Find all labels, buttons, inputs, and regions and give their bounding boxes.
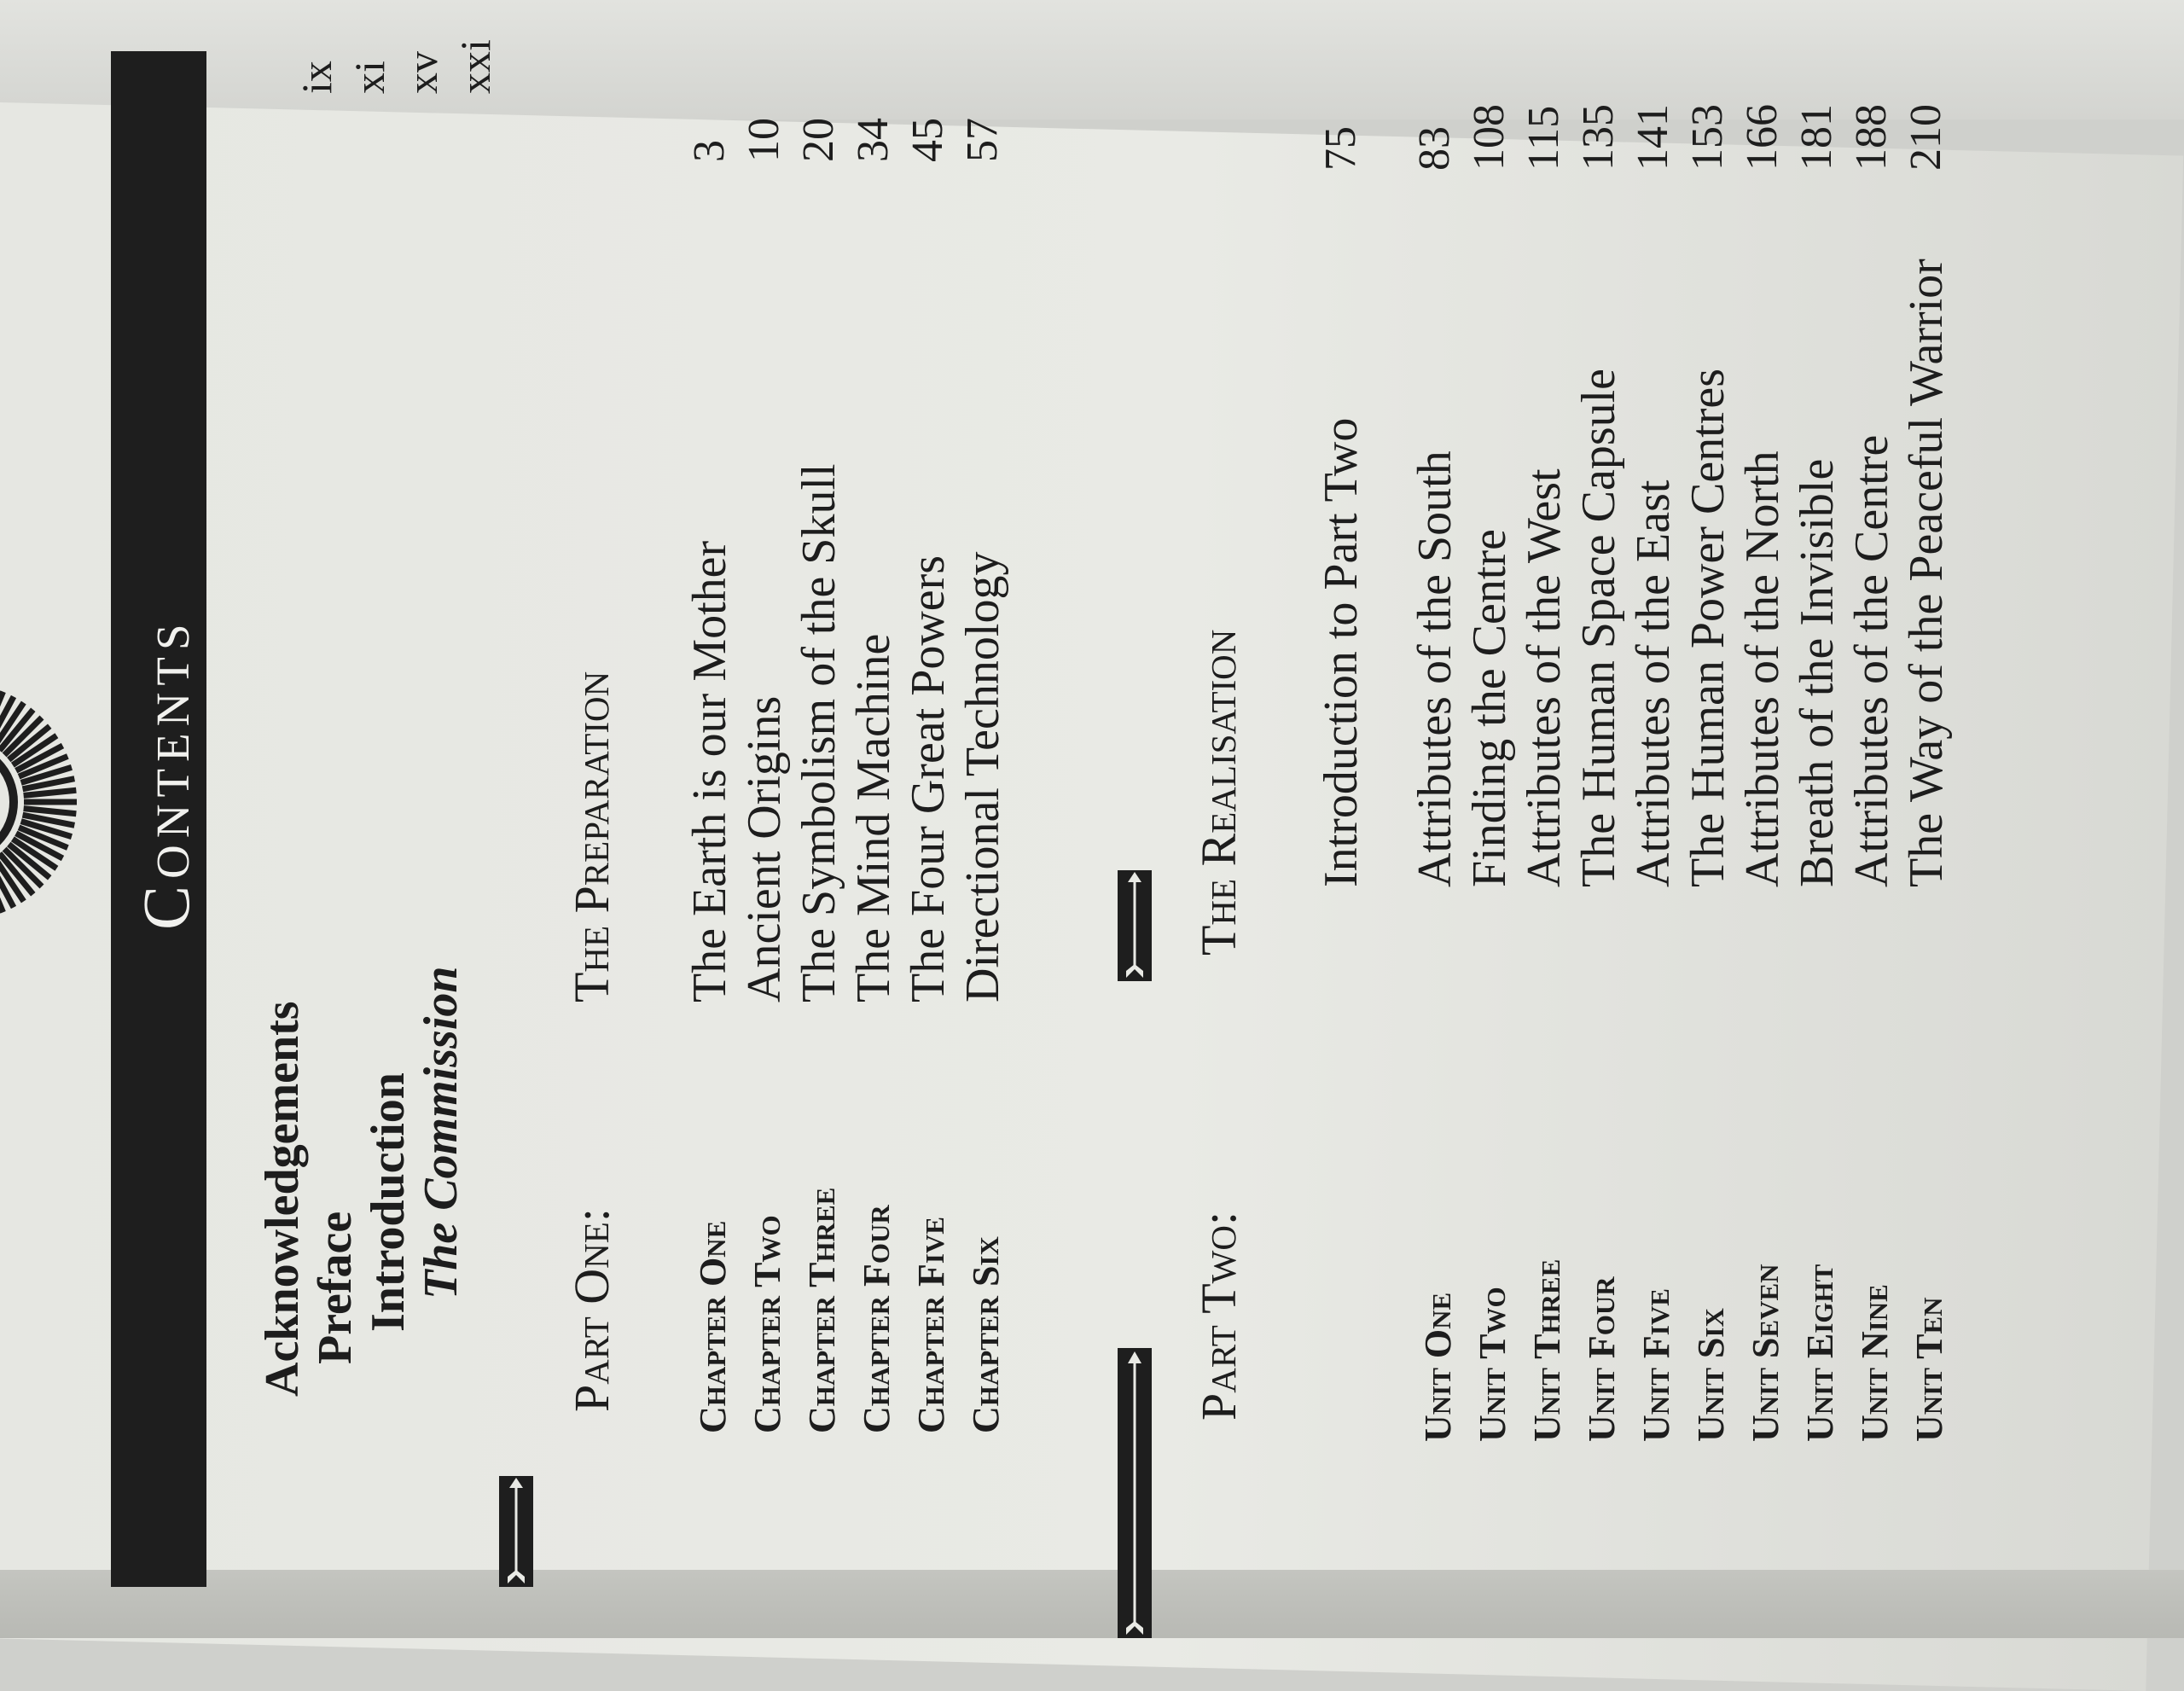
page-title: Contents	[129, 617, 203, 930]
arrow-ornament-icon	[1118, 870, 1152, 981]
entry-label: Unit Ten	[1908, 1297, 1950, 1442]
list-item	[1735, 0, 1790, 1442]
arrow-ornament-icon	[499, 1476, 533, 1587]
entry-page: 153	[1683, 104, 1732, 171]
entry-page: 10	[740, 118, 788, 162]
entry-label: Unit Two	[1472, 1287, 1513, 1442]
list-item	[1571, 0, 1626, 1442]
part-two-intro	[1314, 0, 1368, 1433]
list-item	[682, 0, 737, 1433]
front-matter-page: ix	[293, 61, 340, 94]
front-matter-page: xi	[346, 61, 393, 94]
front-matter-item: Preface	[309, 1211, 362, 1364]
front-matter-page: xxi	[451, 39, 499, 94]
front-matter-pages	[290, 34, 502, 94]
entry-title: The Mind Machine	[847, 633, 900, 1002]
entry-page: 181	[1792, 104, 1841, 171]
part-two-title: The Realisation	[1191, 629, 1246, 956]
part-two-label: Part Two:	[1191, 1211, 1246, 1421]
entry-label: Chapter Three	[801, 1187, 843, 1433]
list-item	[792, 0, 846, 1433]
part-one-title: The Preparation	[564, 671, 619, 1002]
entry-page: 210	[1902, 104, 1950, 171]
entry-label: Unit Eight	[1799, 1264, 1841, 1442]
entry-page: 83	[1410, 126, 1459, 171]
entry-label: Unit Three	[1526, 1258, 1568, 1442]
part-one-label: Part One:	[564, 1208, 619, 1412]
front-matter-page: xv	[398, 51, 446, 94]
entry-title: The Human Space Capsule	[1572, 368, 1625, 887]
entry-page: 141	[1629, 104, 1677, 171]
entry-title: Breath of the Invisible	[1791, 458, 1844, 887]
list-item	[1790, 0, 1844, 1442]
list-item	[1844, 0, 1899, 1442]
entry-page: 75	[1316, 126, 1365, 171]
entry-title: Ancient Origins	[738, 695, 791, 1002]
entry-title: The Four Great Powers	[902, 555, 955, 1002]
entry-label: Unit Five	[1635, 1288, 1677, 1442]
entry-title: Attributes of the West	[1518, 468, 1571, 887]
front-matter-list	[256, 799, 468, 1397]
front-matter-item: The Commission	[415, 966, 468, 1299]
entry-title: Attributes of the North	[1736, 450, 1789, 887]
part-one-chapters	[682, 0, 1010, 1433]
entry-page: 20	[794, 118, 843, 162]
list-item	[1462, 0, 1517, 1442]
entry-title: Attributes of the South	[1409, 450, 1461, 887]
list-item	[1681, 0, 1735, 1442]
entry-title: Finding the Centre	[1463, 529, 1516, 887]
entry-label: Chapter Two	[746, 1215, 788, 1433]
list-item	[737, 0, 792, 1433]
entry-title: Attributes of the Centre	[1845, 434, 1898, 887]
list-item	[1517, 0, 1571, 1442]
entry-label: Chapter Six	[965, 1236, 1007, 1433]
entry-label: Chapter Four	[856, 1205, 897, 1433]
entry-label: Unit Four	[1581, 1276, 1623, 1442]
list-item	[846, 0, 901, 1433]
entry-page: 135	[1574, 104, 1623, 171]
entry-page: 115	[1519, 105, 1568, 171]
part-two-units	[1408, 0, 1954, 1442]
arrow-ornament-icon	[1118, 1348, 1152, 1638]
entry-title: Attributes of the East	[1627, 479, 1680, 887]
entry-page: 57	[958, 118, 1007, 162]
entry-page: 188	[1847, 104, 1896, 171]
front-matter-item: Acknowledgements	[256, 1001, 309, 1397]
entry-label: Unit One	[1417, 1292, 1459, 1442]
entry-page: 45	[903, 118, 952, 162]
entry-label: Unit Seven	[1745, 1264, 1786, 1442]
entry-label: Unit Nine	[1854, 1284, 1896, 1442]
entry-page: 108	[1465, 104, 1513, 171]
entry-title: Introduction to Part Two	[1315, 417, 1368, 887]
entry-title: The Earth is our Mother	[683, 540, 736, 1002]
entry-page: 3	[685, 140, 734, 162]
entry-label: Chapter Five	[910, 1217, 952, 1433]
list-item	[1626, 0, 1681, 1442]
entry-page: 34	[849, 118, 897, 162]
entry-title: Directional Technology	[956, 551, 1009, 1002]
list-item	[1899, 0, 1954, 1442]
list-item	[1408, 0, 1462, 1442]
list-item	[1314, 0, 1368, 1433]
list-item	[901, 0, 956, 1433]
entry-label: Chapter One	[692, 1220, 734, 1433]
entry-label: Unit Six	[1690, 1308, 1732, 1442]
entry-page: 166	[1738, 104, 1786, 171]
entry-title: The Human Power Centres	[1682, 368, 1734, 887]
front-matter-item: Introduction	[362, 1072, 415, 1332]
entry-title: The Way of the Peaceful Warrior	[1900, 259, 1953, 887]
list-item	[956, 0, 1010, 1433]
entry-title: The Symbolism of the Skull	[793, 463, 845, 1002]
sunburst-ornament-icon	[0, 648, 85, 956]
